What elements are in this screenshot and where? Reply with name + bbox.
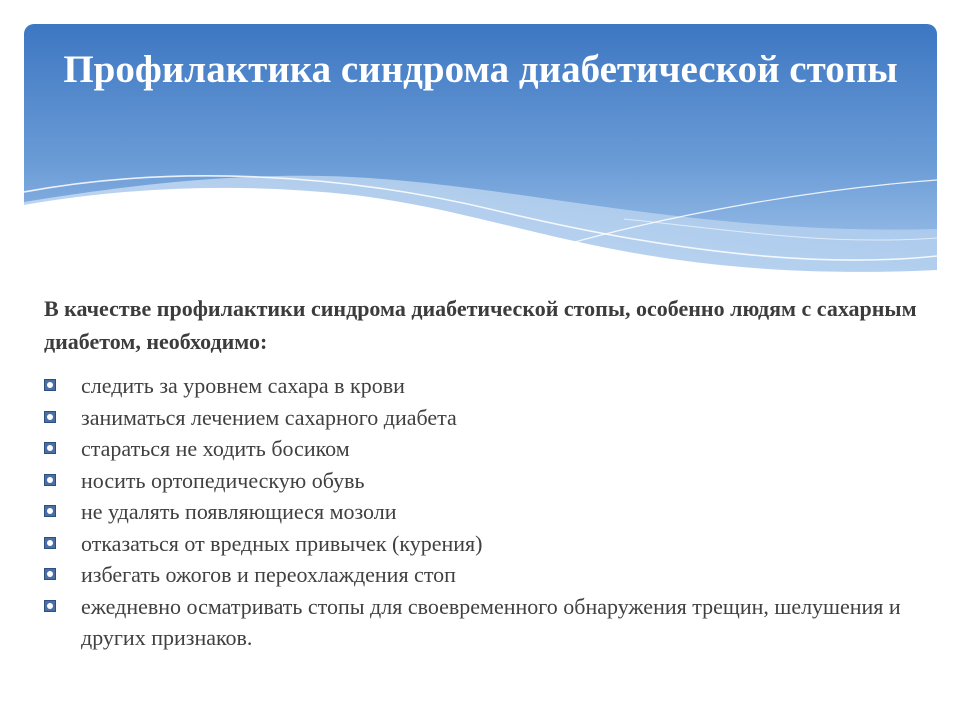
list-item bbox=[44, 496, 928, 528]
bullet-list bbox=[44, 370, 928, 654]
intro-text: В качестве профилактики синдрома диабетической стопы, особенно людям с сахарным диабетом, необходимо: bbox=[44, 296, 917, 354]
list-item bbox=[44, 370, 928, 402]
list-item-text: отказаться от вредных привычек (курения) bbox=[81, 530, 483, 556]
slide-content bbox=[44, 292, 928, 654]
list-item-text: не удалять появляющиеся мозоли bbox=[81, 499, 397, 524]
square-circle-bullet-icon bbox=[44, 379, 56, 391]
square-circle-bullet-icon bbox=[44, 600, 56, 612]
square-circle-bullet-icon bbox=[44, 537, 56, 549]
list-item bbox=[44, 559, 928, 591]
list-item bbox=[44, 528, 928, 560]
square-circle-bullet-icon bbox=[44, 568, 56, 580]
list-item bbox=[44, 591, 928, 654]
list-item-text: заниматься лечением сахарного диабета bbox=[81, 404, 457, 430]
slide-title: Профилактика синдрома диабетической стопы bbox=[63, 48, 898, 91]
square-circle-bullet-icon bbox=[44, 442, 56, 454]
list-item-text: ежедневно осматривать стопы для своевременного обнаружения трещин, шелушения и других признаков. bbox=[81, 593, 901, 650]
square-circle-bullet-icon bbox=[44, 411, 56, 423]
list-item-text: избегать ожогов и переохлаждения стоп bbox=[81, 562, 456, 587]
square-circle-bullet-icon bbox=[44, 474, 56, 486]
list-item bbox=[44, 433, 928, 465]
list-item bbox=[44, 465, 928, 497]
list-item-text: носить ортопедическую обувь bbox=[81, 467, 365, 493]
list-item-text: следить за уровнем сахара в крови bbox=[81, 373, 405, 398]
list-item-text: стараться не ходить босиком bbox=[81, 436, 350, 461]
list-item bbox=[44, 402, 928, 434]
square-circle-bullet-icon bbox=[44, 505, 56, 517]
